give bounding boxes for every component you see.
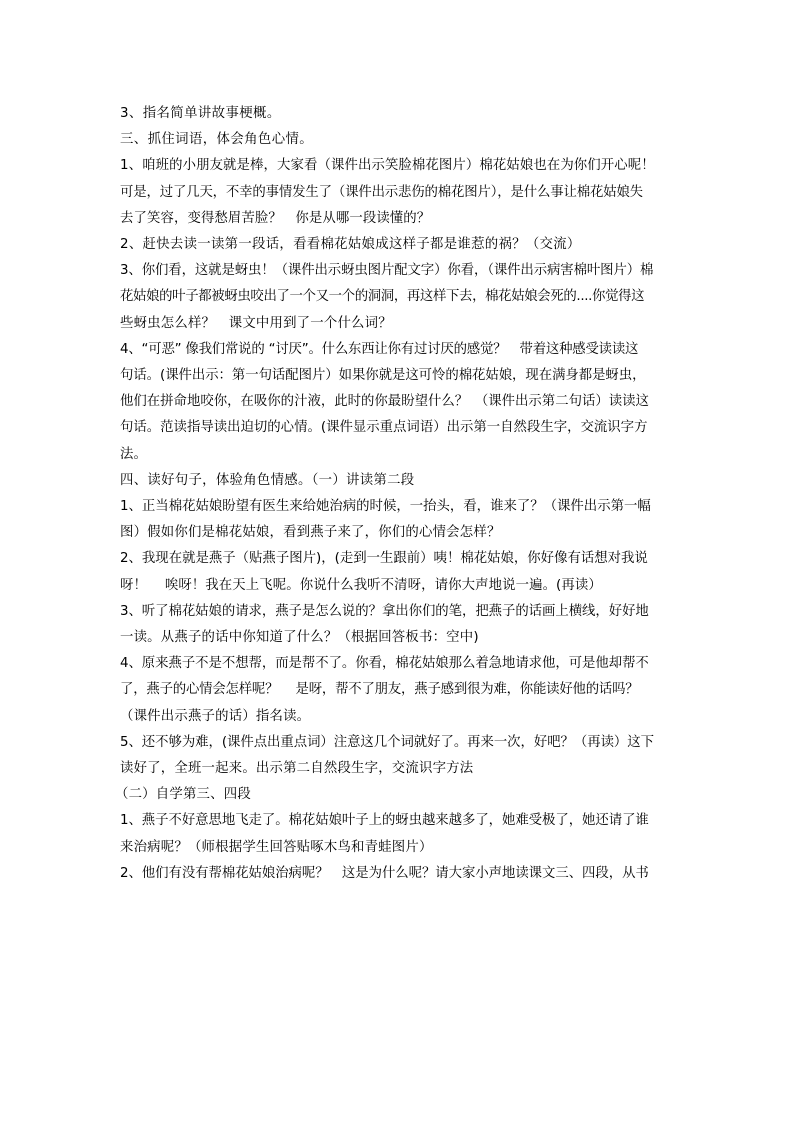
text-line: 呀！ 唉呀！我在天上飞呢。你说什么我听不清呀，请你大声地说一遍。(再读） — [120, 577, 602, 593]
text-line: 读好了，全班一起来。出示第二自然段生字，交流识字方法 — [120, 761, 474, 777]
text-line: 4、原来燕子不是不想帮，而是帮不了。你看，棉花姑娘那么着急地请求他，可是他却帮不 — [120, 656, 649, 672]
document-page — [115, 101, 676, 887]
text-line: 4、“可恶” 像我们常说的 “讨厌”。什么东西让你有过讨厌的感觉？ 带着这种感受读读这 — [120, 341, 639, 357]
text-line: 他们在拼命地咬你，在吸你的汁液，此时的你最盼望什么？ （课件出示第二句话）读读这 — [120, 394, 649, 410]
text-line: 些蚜虫怎么样？ 课文中用到了一个什么词？ — [120, 315, 392, 331]
text-line: 句话。(课件出示：第一句话配图片）如果你就是这可怜的棉花姑娘，现在满身都是蚜虫， — [120, 368, 646, 384]
text-line: 3、听了棉花姑娘的请求，燕子是怎么说的？拿出你们的笔，把燕子的话画上横线，好好地 — [120, 603, 649, 619]
text-line: 2、他们有没有帮棉花姑娘治病呢？ 这是为什么呢？请大家小声地读课文三、四段，从书 — [120, 865, 649, 881]
text-line: 法。 — [120, 446, 147, 462]
text-line: 1、燕子不好意思地飞走了。棉花姑娘叶子上的蚜虫越来越多了，她难受极了，她还请了谁 — [120, 813, 649, 829]
text-line: 了，燕子的心情会怎样呢？ 是呀，帮不了朋友，燕子感到很为难，你能读好他的话吗？ — [120, 682, 639, 698]
text-line: 1、正当棉花姑娘盼望有医生来给她治病的时候，一抬头，看，谁来了？（课件出示第一幅 — [120, 499, 651, 515]
text-line: 图）假如你们是棉花姑娘，看到燕子来了，你们的心情会怎样？ — [120, 525, 501, 541]
text-line: 3、你们看，这就是蚜虫！（课件出示蚜虫图片配文字）你看，（课件出示病害棉叶图片）棉 — [120, 263, 654, 279]
text-line: 句话。范读指导读出迫切的心情。(课件显示重点词语）出示第一自然段生字，交流识字方 — [120, 420, 648, 436]
section-heading: 四、读好句子，体验角色情感。（一）讲读第二段 — [120, 472, 415, 488]
text-line: 1、咱班的小朋友就是棒，大家看（课件出示笑脸棉花图片）棉花姑娘也在为你们开心呢！ — [120, 158, 655, 174]
text-line: 2、我现在就是燕子（贴燕子图片)，(走到一生跟前）咦！棉花姑娘，你好像有话想对我说 — [120, 551, 648, 567]
section-heading: 三、抓住词语，体会角色心情。 — [120, 132, 314, 148]
text-line: 花姑娘的叶子都被蚜虫咬出了一个又一个的洞洞，再这样下去，棉花姑娘会死的....你觉得这 — [120, 289, 645, 305]
text-line: 一读。从燕子的话中你知道了什么？（根据回答板书：空中) — [120, 630, 479, 646]
text-line: （课件出示燕子的话）指名读。 — [120, 708, 311, 724]
text-line: 去了笑容，变得愁眉苦脸？ 你是从哪一段读懂的？ — [120, 210, 431, 226]
text-line: 可是，过了几天，不幸的事情发生了（课件出示悲伤的棉花图片），是什么事让棉花姑娘失 — [120, 184, 643, 200]
text-line: 来治病呢？（师根据学生回答贴啄木鸟和青蛙图片） — [120, 839, 433, 855]
section-heading: （二）自学第三、四段 — [115, 787, 251, 803]
text-line: 3、指名简单讲故事梗概。 — [120, 106, 281, 121]
text-line: 5、还不够为难，(课件点出重点词）注意这几个词就好了。再来一次，好吧？（再读）这下 — [120, 734, 654, 750]
text-line: 2、赶快去读一读第一段话，看看棉花姑娘成这样子都是谁惹的祸？（交流） — [120, 237, 581, 253]
text-block — [115, 101, 676, 887]
